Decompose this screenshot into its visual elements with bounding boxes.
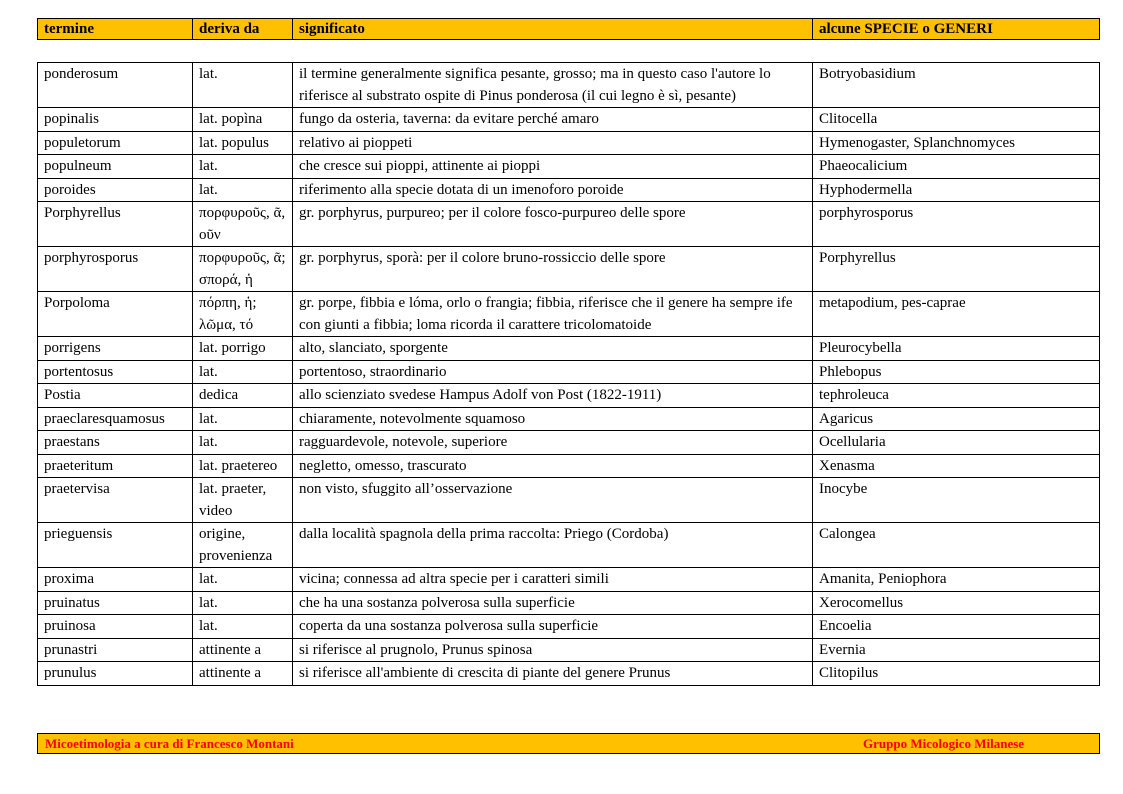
species-cell: Hyphodermella bbox=[813, 178, 1100, 202]
term-cell: popinalis bbox=[38, 108, 193, 132]
term-cell: ponderosum bbox=[38, 63, 193, 108]
table-row bbox=[38, 662, 1100, 686]
origin-cell: lat. popìna bbox=[193, 108, 293, 132]
term-cell: poroides bbox=[38, 178, 193, 202]
term-cell: Postia bbox=[38, 384, 193, 408]
term-cell: Porphyrellus bbox=[38, 202, 193, 247]
species-cell: Pleurocybella bbox=[813, 337, 1100, 361]
origin-cell: lat. bbox=[193, 360, 293, 384]
meaning-cell: allo scienziato svedese Hampus Adolf von Post (1822-1911) bbox=[293, 384, 813, 408]
meaning-cell: si riferisce all'ambiente di crescita di piante del genere Prunus bbox=[293, 662, 813, 686]
term-cell: praeclaresquamosus bbox=[38, 407, 193, 431]
species-cell: Inocybe bbox=[813, 478, 1100, 523]
term-cell: praestans bbox=[38, 431, 193, 455]
term-cell: pruinosa bbox=[38, 615, 193, 639]
meaning-cell: coperta da una sostanza polverosa sulla superficie bbox=[293, 615, 813, 639]
header-table bbox=[37, 18, 1100, 40]
origin-cell: lat. bbox=[193, 155, 293, 179]
table-row bbox=[38, 63, 1100, 108]
origin-cell: lat. bbox=[193, 178, 293, 202]
origin-cell: πορφυροῦς, ᾶ, οῦν bbox=[193, 202, 293, 247]
origin-cell: lat. bbox=[193, 568, 293, 592]
origin-cell: attinente a bbox=[193, 662, 293, 686]
meaning-cell: dalla località spagnola della prima raccolta: Priego (Cordoba) bbox=[293, 523, 813, 568]
table-row bbox=[38, 155, 1100, 179]
term-cell: prunastri bbox=[38, 638, 193, 662]
term-cell: Porpoloma bbox=[38, 292, 193, 337]
etymology-table bbox=[37, 62, 1100, 686]
table-row bbox=[38, 178, 1100, 202]
species-cell: Clitocella bbox=[813, 108, 1100, 132]
origin-cell: lat. bbox=[193, 591, 293, 615]
meaning-cell: gr. porpe, fibbia e lóma, orlo o frangia; fibbia, riferisce che il genere ha sempre ife con giunti a fibbia; loma ricorda il carattere tricolomatoide bbox=[293, 292, 813, 337]
table-row bbox=[38, 454, 1100, 478]
table-row bbox=[38, 591, 1100, 615]
origin-cell: lat. bbox=[193, 431, 293, 455]
species-cell: Phlebopus bbox=[813, 360, 1100, 384]
origin-cell: lat. bbox=[193, 407, 293, 431]
table-row bbox=[38, 384, 1100, 408]
meaning-cell: il termine generalmente significa pesante, grosso; ma in questo caso l'autore lo riferisce al substrato ospite di Pinus ponderosa (il cui legno è sì, pesante) bbox=[293, 63, 813, 108]
table-row bbox=[38, 431, 1100, 455]
species-cell: porphyrosporus bbox=[813, 202, 1100, 247]
meaning-cell: fungo da osteria, taverna: da evitare perché amaro bbox=[293, 108, 813, 132]
species-cell: Clitopilus bbox=[813, 662, 1100, 686]
table-row bbox=[38, 247, 1100, 292]
table-row bbox=[38, 360, 1100, 384]
meaning-cell: che ha una sostanza polverosa sulla superficie bbox=[293, 591, 813, 615]
meaning-cell: che cresce sui pioppi, attinente ai pioppi bbox=[293, 155, 813, 179]
table-row bbox=[38, 337, 1100, 361]
meaning-cell: chiaramente, notevolmente squamoso bbox=[293, 407, 813, 431]
header-species: alcune SPECIE o GENERI bbox=[813, 19, 1100, 40]
meaning-cell: gr. porphyrus, sporà: per il colore bruno-rossiccio delle spore bbox=[293, 247, 813, 292]
table-row bbox=[38, 478, 1100, 523]
footer-bar bbox=[37, 733, 1100, 754]
species-cell: Xerocomellus bbox=[813, 591, 1100, 615]
species-cell: Ocellularia bbox=[813, 431, 1100, 455]
meaning-cell: gr. porphyrus, purpureo; per il colore fosco-purpureo delle spore bbox=[293, 202, 813, 247]
term-cell: prunulus bbox=[38, 662, 193, 686]
meaning-cell: riferimento alla specie dotata di un imenoforo poroide bbox=[293, 178, 813, 202]
origin-cell: lat. praetereo bbox=[193, 454, 293, 478]
species-cell: Botryobasidium bbox=[813, 63, 1100, 108]
term-cell: praeteritum bbox=[38, 454, 193, 478]
meaning-cell: alto, slanciato, sporgente bbox=[293, 337, 813, 361]
header-origin: deriva da bbox=[193, 19, 293, 40]
term-cell: porphyrosporus bbox=[38, 247, 193, 292]
meaning-cell: negletto, omesso, trascurato bbox=[293, 454, 813, 478]
origin-cell: lat. porrigo bbox=[193, 337, 293, 361]
header-term: termine bbox=[38, 19, 193, 40]
header-row bbox=[38, 19, 1100, 40]
species-cell: Phaeocalicium bbox=[813, 155, 1100, 179]
table-row bbox=[38, 638, 1100, 662]
table-row bbox=[38, 202, 1100, 247]
species-cell: tephroleuca bbox=[813, 384, 1100, 408]
term-cell: porrigens bbox=[38, 337, 193, 361]
table-row bbox=[38, 108, 1100, 132]
term-cell: portentosus bbox=[38, 360, 193, 384]
term-cell: proxima bbox=[38, 568, 193, 592]
origin-cell: lat. bbox=[193, 615, 293, 639]
table-row bbox=[38, 407, 1100, 431]
origin-cell: lat. bbox=[193, 63, 293, 108]
footer-credit: Micoetimologia a cura di Francesco Montani bbox=[45, 736, 294, 751]
species-cell: Porphyrellus bbox=[813, 247, 1100, 292]
meaning-cell: si riferisce al prugnolo, Prunus spinosa bbox=[293, 638, 813, 662]
table-row bbox=[38, 568, 1100, 592]
species-cell: metapodium, pes-caprae bbox=[813, 292, 1100, 337]
meaning-cell: ragguardevole, notevole, superiore bbox=[293, 431, 813, 455]
species-cell: Hymenogaster, Splanchnomyces bbox=[813, 131, 1100, 155]
origin-cell: lat. praeter, video bbox=[193, 478, 293, 523]
origin-cell: πορφυροῦς, ᾶ; σπορά, ἡ bbox=[193, 247, 293, 292]
term-cell: prieguensis bbox=[38, 523, 193, 568]
table-row bbox=[38, 292, 1100, 337]
term-cell: praetervisa bbox=[38, 478, 193, 523]
table-row bbox=[38, 131, 1100, 155]
origin-cell: origine, provenienza bbox=[193, 523, 293, 568]
species-cell: Evernia bbox=[813, 638, 1100, 662]
origin-cell: πόρπη, ἡ; λῶμα, τό bbox=[193, 292, 293, 337]
header-meaning: significato bbox=[293, 19, 813, 40]
origin-cell: dedica bbox=[193, 384, 293, 408]
origin-cell: lat. populus bbox=[193, 131, 293, 155]
species-cell: Xenasma bbox=[813, 454, 1100, 478]
species-cell: Calongea bbox=[813, 523, 1100, 568]
table-row bbox=[38, 523, 1100, 568]
origin-cell: attinente a bbox=[193, 638, 293, 662]
species-cell: Amanita, Peniophora bbox=[813, 568, 1100, 592]
meaning-cell: relativo ai pioppeti bbox=[293, 131, 813, 155]
table-row bbox=[38, 615, 1100, 639]
term-cell: populneum bbox=[38, 155, 193, 179]
term-cell: pruinatus bbox=[38, 591, 193, 615]
term-cell: populetorum bbox=[38, 131, 193, 155]
meaning-cell: non visto, sfuggito all’osservazione bbox=[293, 478, 813, 523]
species-cell: Agaricus bbox=[813, 407, 1100, 431]
meaning-cell: portentoso, straordinario bbox=[293, 360, 813, 384]
species-cell: Encoelia bbox=[813, 615, 1100, 639]
footer-organization: Gruppo Micologico Milanese bbox=[863, 736, 1025, 751]
meaning-cell: vicina; connessa ad altra specie per i caratteri simili bbox=[293, 568, 813, 592]
